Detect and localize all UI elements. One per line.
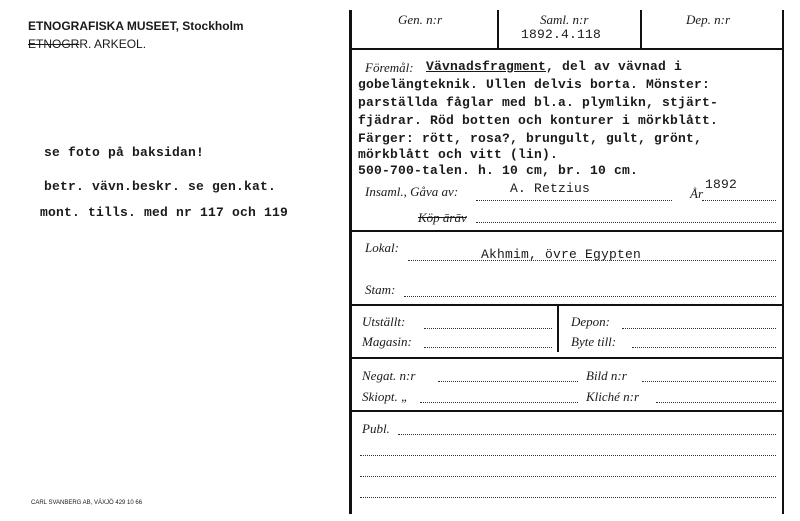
card-left-border	[349, 10, 352, 514]
saml-label: Saml. n:r	[540, 12, 589, 27]
ar-label: År	[690, 186, 703, 201]
ar-value: 1892	[705, 177, 738, 192]
publ-label: Publ.	[362, 421, 390, 436]
lokal-divider	[349, 230, 784, 232]
saml-value: 1892.4.118	[521, 27, 602, 42]
department-text: R. ARKEOL.	[79, 37, 147, 51]
ar-field-line	[702, 200, 776, 201]
publ-line-3	[360, 476, 776, 477]
lokal-value: Akhmim, övre Egypten	[481, 247, 642, 262]
header-sep-2	[640, 10, 642, 48]
insaml-label: Insaml., Gåva av:	[365, 184, 459, 199]
header-divider	[349, 48, 784, 50]
byte-field-line	[632, 347, 776, 348]
bild-field-line	[642, 381, 776, 382]
foremal-line-7: 500-700-talen. h. 10 cm, br. 10 cm.	[358, 163, 639, 178]
foremal-line-6: mörkblått och vitt (lin).	[358, 147, 559, 162]
negat-field-line	[438, 381, 578, 382]
foremal-line-4: fjädrar. Röd botten och konturer i mörkblått.	[358, 113, 719, 128]
publ-divider	[349, 410, 784, 412]
insaml-value: A. Retzius	[510, 181, 591, 196]
utstallt-divider	[349, 304, 784, 306]
department-struck: ETNOGR	[28, 37, 80, 51]
magasin-field-line	[424, 347, 552, 348]
foremal-label: Föremål:	[365, 60, 414, 75]
museum-name: ETNOGRAFISKA MUSEET, Stockholm	[28, 19, 244, 33]
publ-line-4	[360, 497, 776, 498]
note-photo: se foto på baksidan!	[44, 145, 205, 160]
foremal-line-2: gobelängteknik. Ullen delvis borta. Mönster:	[358, 77, 711, 92]
cliche-label: Kliché n:r	[586, 389, 640, 404]
negat-label: Negat. n:r	[362, 368, 416, 383]
lokal-field-line	[408, 260, 776, 261]
utstallt-field-line	[424, 328, 552, 329]
insaml-field-line-2	[476, 222, 776, 223]
foremal-line-1	[426, 59, 682, 74]
lokal-label: Lokal:	[365, 240, 399, 255]
stam-label: Stam:	[365, 282, 396, 297]
utstallt-sep	[557, 306, 559, 352]
negat-divider	[349, 357, 784, 359]
foremal-line-3: parställda fåglar med bl.a. plymlikn, stjärt-	[358, 95, 719, 110]
depon-field-line	[622, 328, 776, 329]
foremal-line-5: Färger: rött, rosa?, brungult, gult, grönt,	[358, 131, 703, 146]
card-right-border	[782, 10, 784, 514]
depon-label: Depon:	[571, 314, 610, 329]
magasin-label: Magasin:	[362, 334, 412, 349]
skiopt-label: Skiopt. „	[362, 389, 409, 404]
publ-line-1	[398, 434, 776, 435]
byte-label: Byte till:	[571, 334, 617, 349]
department	[28, 37, 146, 51]
utstallt-label: Utställt:	[362, 314, 406, 329]
header-sep-1	[497, 10, 499, 48]
publ-line-2	[360, 455, 776, 456]
insaml-struck: Köp ārāv	[418, 210, 467, 225]
bild-label: Bild n:r	[586, 368, 627, 383]
stam-field-line	[404, 296, 776, 297]
gen-label: Gen. n:r	[398, 12, 443, 27]
note-mounting: mont. tills. med nr 117 och 119	[40, 205, 289, 220]
cliche-field-line	[656, 402, 776, 403]
foremal-line-1-rest: , del av vävnad i	[546, 59, 683, 74]
dep-label: Dep. n:r	[686, 12, 731, 27]
skiopt-field-line	[420, 402, 578, 403]
printer-imprint: CARL SVANBERG AB, VÄXJÖ 429 10 66	[31, 500, 143, 506]
insaml-field-line	[476, 200, 672, 201]
note-weave-desc: betr. vävn.beskr. se gen.kat.	[44, 179, 277, 194]
foremal-title: Vävnadsfragment	[426, 59, 547, 74]
